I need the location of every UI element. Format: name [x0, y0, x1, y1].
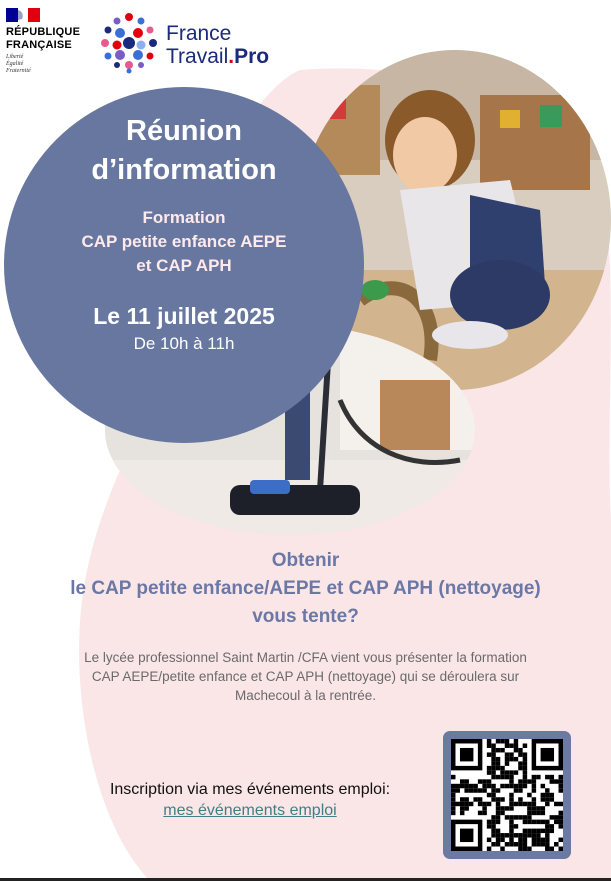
qr-code-icon[interactable]	[451, 739, 563, 851]
description-line1: Le lycée professionnel Saint Martin /CFA vient vous présenter la formation	[84, 650, 527, 665]
france-travail-pro-logo	[100, 12, 300, 74]
event-hours: De 10h à 11h	[133, 334, 235, 353]
motto-egalite: Égalité	[6, 61, 24, 67]
section-heading-line2: le CAP petite enfance/AEPE et CAP APH (nettoyage)	[70, 578, 541, 599]
france-travail-dots-icon	[100, 12, 158, 74]
brand-dot: .	[228, 45, 235, 68]
qr-code-frame	[443, 731, 571, 859]
section-heading-line3: vous tente?	[252, 606, 359, 627]
brand-travail-pro-text	[166, 45, 269, 69]
marianne-flag-icon	[6, 8, 40, 22]
republic-motto	[6, 54, 66, 75]
description-line2: CAP AEPE/petite enfance et CAP APH (nettoyage) qui se déroulera sur	[91, 669, 520, 684]
brand-pro: Pro	[234, 45, 270, 68]
registration-link[interactable]: mes événements emploi	[163, 802, 337, 819]
training-subtitle-line2: CAP petite enfance AEPE	[81, 232, 287, 251]
description-line3: Machecoul à la rentrée.	[234, 688, 377, 703]
section-heading-line1: Obtenir	[271, 550, 340, 571]
event-title-line1: Réunion	[126, 115, 242, 147]
brand-travail: Travail	[166, 45, 229, 68]
republique-francaise-logo	[6, 8, 86, 78]
event-date: Le 11 juillet 2025	[93, 303, 275, 329]
training-subtitle-line3: et CAP APH	[136, 256, 232, 275]
motto-fraternite: Fraternité	[6, 68, 31, 74]
training-subtitle-line1: Formation	[142, 208, 226, 227]
republique-text: RÉPUBLIQUE	[6, 26, 81, 38]
brand-france-text: France	[166, 22, 232, 45]
registration-label: Inscription via mes événements emploi:	[109, 781, 391, 798]
francaise-text: FRANÇAISE	[6, 39, 72, 51]
motto-liberte: Liberté	[6, 54, 24, 60]
event-title-line2: d’information	[91, 154, 277, 186]
